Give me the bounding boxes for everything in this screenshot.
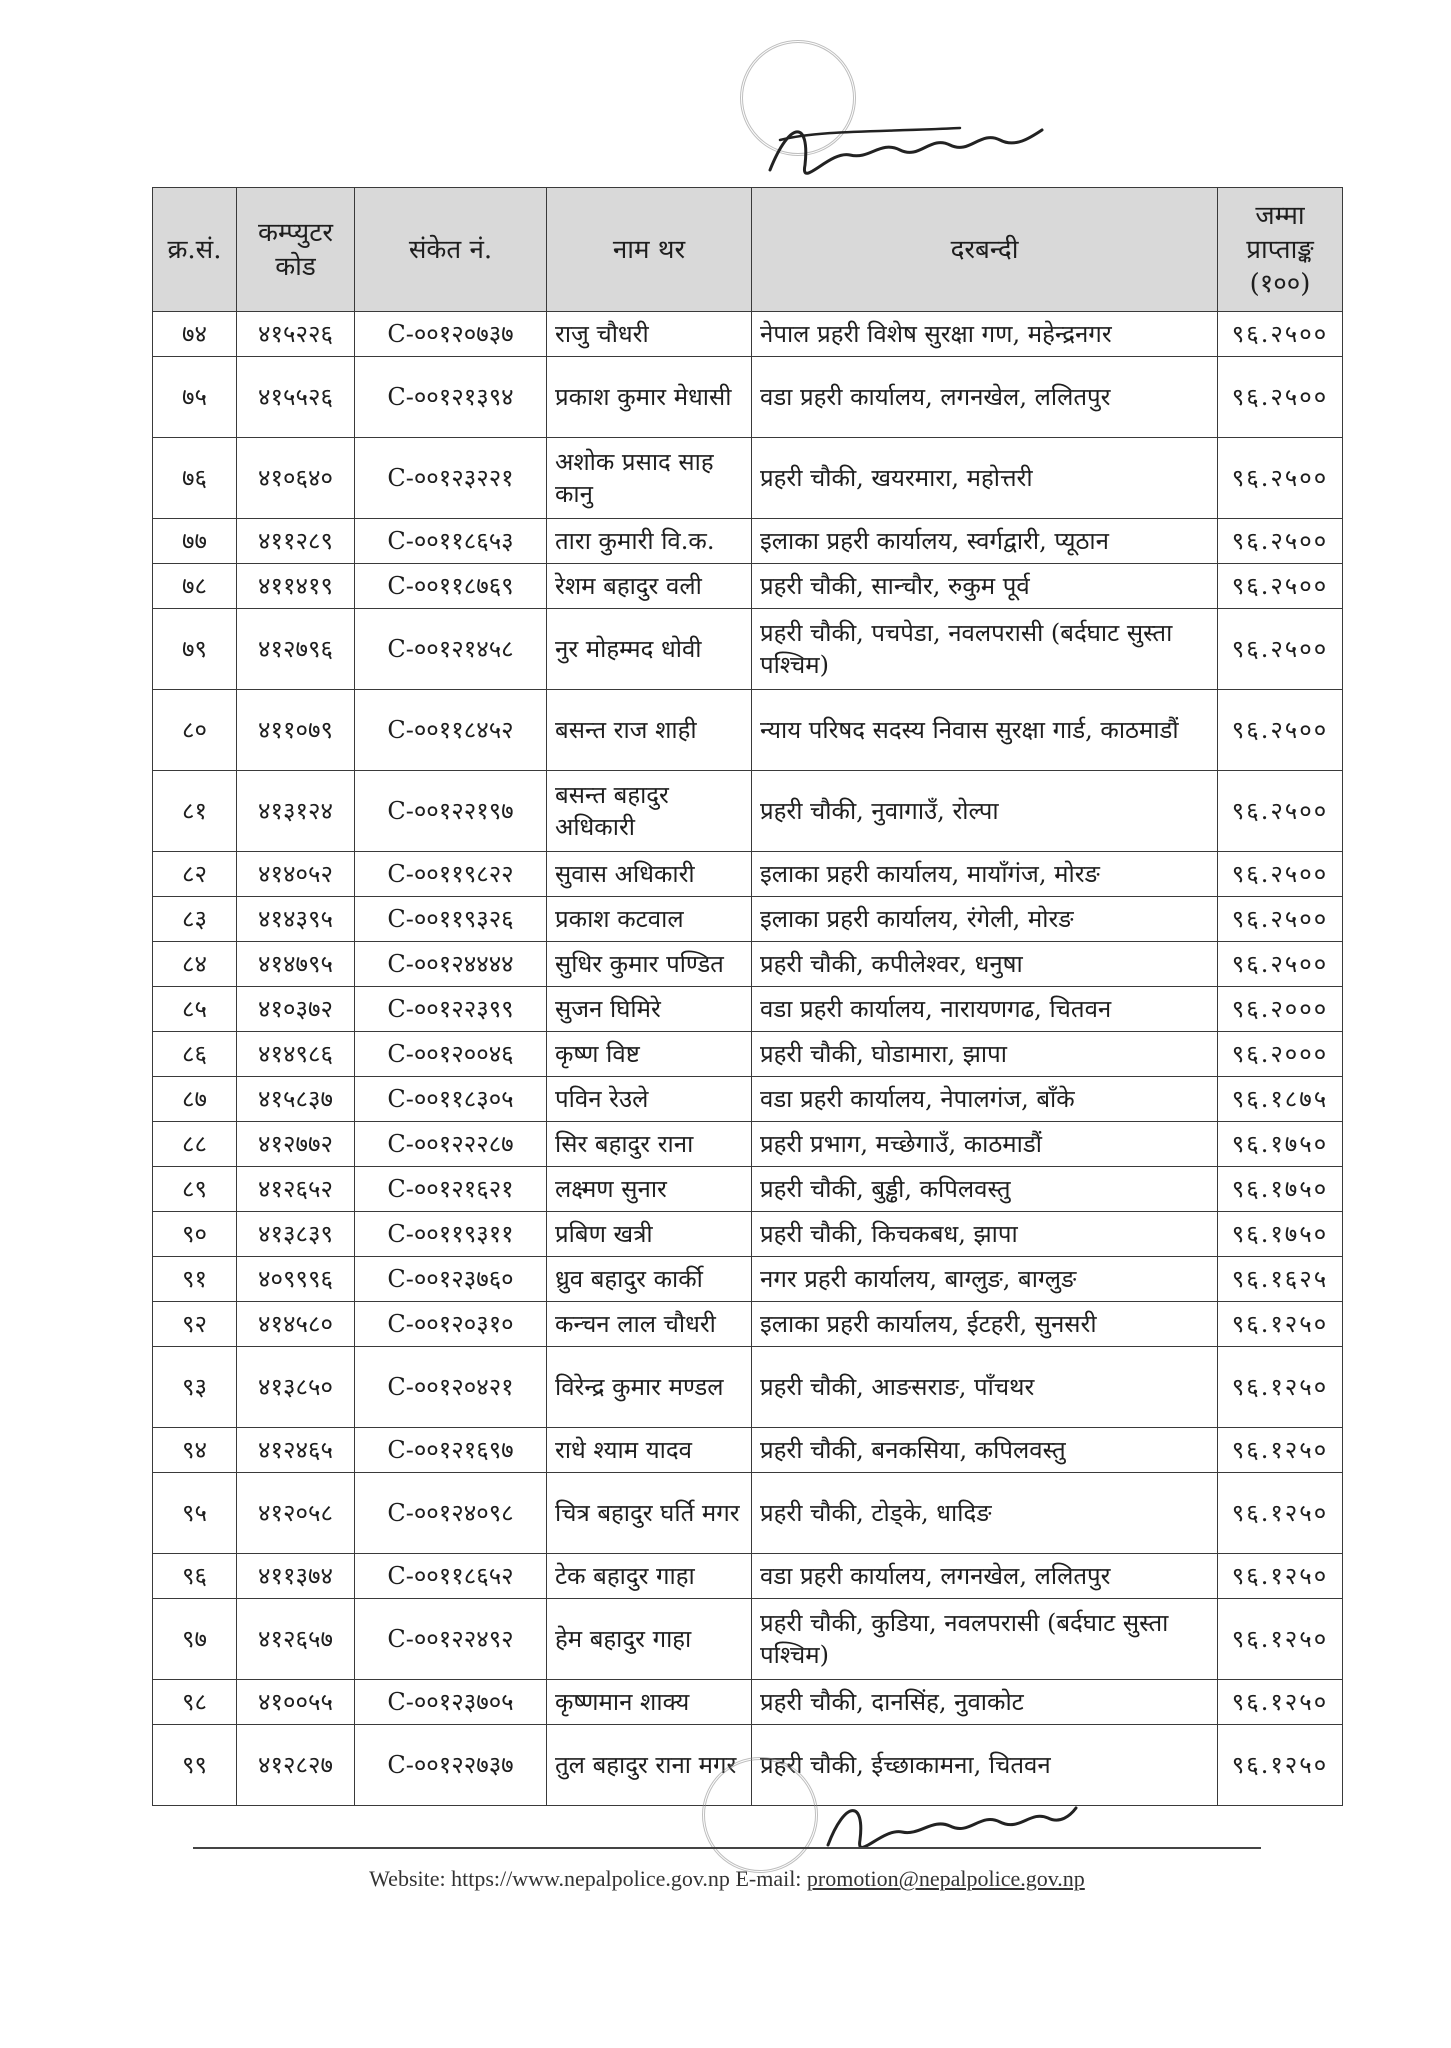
cell-total-score: ९६.१२५० (1218, 1725, 1343, 1806)
cell-symbol-no: C-००१२१४५८ (355, 609, 547, 690)
cell-symbol-no: C-००१२२३९९ (355, 987, 547, 1032)
cell-computer-code: ४१२७९६ (237, 609, 355, 690)
cell-total-score: ९६.१२५० (1218, 1554, 1343, 1599)
cell-total-score: ९६.१२५० (1218, 1347, 1343, 1428)
cell-total-score: ९६.१२५० (1218, 1680, 1343, 1725)
cell-computer-code: ४११४१९ (237, 564, 355, 609)
cell-symbol-no: C-००१२२७३७ (355, 1725, 547, 1806)
cell-computer-code: ४१२६५२ (237, 1167, 355, 1212)
cell-computer-code: ४१५५२६ (237, 357, 355, 438)
cell-sn: ८६ (153, 1032, 237, 1077)
cell-posting: वडा प्रहरी कार्यालय, लगनखेल, ललितपुर (752, 1554, 1218, 1599)
cell-computer-code: ४१२४६५ (237, 1428, 355, 1473)
cell-name: प्रकाश कटवाल (547, 897, 752, 942)
cell-name: कृष्णमान शाक्य (547, 1680, 752, 1725)
cell-name: सुधिर कुमार पण्डित (547, 942, 752, 987)
cell-posting: वडा प्रहरी कार्यालय, नारायणगढ, चितवन (752, 987, 1218, 1032)
cell-symbol-no: C-००११९८२२ (355, 852, 547, 897)
cell-symbol-no: C-००१२१३९४ (355, 357, 547, 438)
office-seal-emblem (702, 1757, 818, 1873)
cell-computer-code: ४१४७९५ (237, 942, 355, 987)
cell-sn: ७९ (153, 609, 237, 690)
cell-symbol-no: C-००१२४४४४ (355, 942, 547, 987)
cell-sn: ७७ (153, 519, 237, 564)
cell-sn: ८० (153, 690, 237, 771)
cell-total-score: ९६.२५०० (1218, 771, 1343, 852)
cell-name: सिर बहादुर राना (547, 1122, 752, 1167)
cell-posting: प्रहरी चौकी, ईच्छाकामना, चितवन (752, 1725, 1218, 1806)
cell-posting: प्रहरी चौकी, नुवागाउँ, रोल्पा (752, 771, 1218, 852)
cell-computer-code: ४१४३९५ (237, 897, 355, 942)
footer-divider (193, 1847, 1261, 1849)
cell-sn: ७६ (153, 438, 237, 519)
table-row (153, 690, 1343, 771)
cell-symbol-no: C-००१२२४९२ (355, 1599, 547, 1680)
cell-symbol-no: C-००११८६५२ (355, 1554, 547, 1599)
cell-posting: इलाका प्रहरी कार्यालय, मायाँगंज, मोरङ (752, 852, 1218, 897)
cell-sn: ८४ (153, 942, 237, 987)
cell-symbol-no: C-००१२३२२१ (355, 438, 547, 519)
cell-computer-code: ४०९९९६ (237, 1257, 355, 1302)
cell-sn: ८९ (153, 1167, 237, 1212)
cell-computer-code: ४१४९८६ (237, 1032, 355, 1077)
table-row (153, 1122, 1343, 1167)
cell-total-score: ९६.२००० (1218, 987, 1343, 1032)
cell-posting: प्रहरी चौकी, खयरमारा, महोत्तरी (752, 438, 1218, 519)
cell-computer-code: ४१४५८० (237, 1302, 355, 1347)
cell-name: बसन्त राज शाही (547, 690, 752, 771)
cell-posting: प्रहरी चौकी, पचपेडा, नवलपरासी (बर्दघाट सुस्ता पश्चिम) (752, 609, 1218, 690)
col-header-total-score: जम्मा प्राप्ताङ्क (१००) (1218, 188, 1343, 312)
cell-symbol-no: C-००१२३७०५ (355, 1680, 547, 1725)
cell-total-score: ९६.१७५० (1218, 1122, 1343, 1167)
cell-computer-code: ४११२८९ (237, 519, 355, 564)
cell-symbol-no: C-००११८६५३ (355, 519, 547, 564)
footer-email-label: E-mail: (735, 1866, 802, 1891)
cell-total-score: ९६.२५०० (1218, 312, 1343, 357)
table-row (153, 357, 1343, 438)
cell-computer-code: ४११०७९ (237, 690, 355, 771)
table-row (153, 1077, 1343, 1122)
cell-symbol-no: C-००१२२१९७ (355, 771, 547, 852)
cell-total-score: ९६.१७५० (1218, 1167, 1343, 1212)
table-row (153, 1347, 1343, 1428)
cell-posting: न्याय परिषद सदस्य निवास सुरक्षा गार्ड, काठमाडौं (752, 690, 1218, 771)
cell-name: ध्रुव बहादुर कार्की (547, 1257, 752, 1302)
cell-sn: ९७ (153, 1599, 237, 1680)
table-row (153, 1554, 1343, 1599)
cell-posting: नगर प्रहरी कार्यालय, बाग्लुङ, बाग्लुङ (752, 1257, 1218, 1302)
cell-total-score: ९६.२५०० (1218, 438, 1343, 519)
table-row (153, 897, 1343, 942)
cell-sn: ९० (153, 1212, 237, 1257)
cell-total-score: ९६.२५०० (1218, 690, 1343, 771)
cell-computer-code: ४१२७७२ (237, 1122, 355, 1167)
cell-total-score: ९६.१६२५ (1218, 1257, 1343, 1302)
table-row (153, 1167, 1343, 1212)
cell-symbol-no: C-००११८४५२ (355, 690, 547, 771)
cell-computer-code: ४१०६४० (237, 438, 355, 519)
cell-sn: ७८ (153, 564, 237, 609)
cell-computer-code: ४१००५५ (237, 1680, 355, 1725)
cell-name: पविन रेउले (547, 1077, 752, 1122)
cell-sn: ७५ (153, 357, 237, 438)
table-row (153, 438, 1343, 519)
cell-symbol-no: C-००१२०७३७ (355, 312, 547, 357)
cell-computer-code: ४१४०५२ (237, 852, 355, 897)
table-row (153, 942, 1343, 987)
cell-symbol-no: C-००१२०४२१ (355, 1347, 547, 1428)
cell-posting: इलाका प्रहरी कार्यालय, रंगेली, मोरङ (752, 897, 1218, 942)
cell-sn: ८७ (153, 1077, 237, 1122)
cell-posting: प्रहरी चौकी, टोड्के, धादिङ (752, 1473, 1218, 1554)
cell-computer-code: ४१३८३९ (237, 1212, 355, 1257)
table-row (153, 312, 1343, 357)
cell-name: रेशम बहादुर वली (547, 564, 752, 609)
cell-total-score: ९६.२५०० (1218, 609, 1343, 690)
table-row (153, 1680, 1343, 1725)
cell-sn: ९५ (153, 1473, 237, 1554)
cell-posting: प्रहरी चौकी, सान्चौर, रुकुम पूर्व (752, 564, 1218, 609)
cell-symbol-no: C-००११८७६९ (355, 564, 547, 609)
cell-name: प्रकाश कुमार मेधासी (547, 357, 752, 438)
cell-symbol-no: C-००१२३७६० (355, 1257, 547, 1302)
cell-name: राधे श्याम यादव (547, 1428, 752, 1473)
cell-computer-code: ४११३७४ (237, 1554, 355, 1599)
cell-posting: प्रहरी चौकी, किचकबध, झापा (752, 1212, 1218, 1257)
cell-computer-code: ४१५२२६ (237, 312, 355, 357)
cell-name: बसन्त बहादुर अधिकारी (547, 771, 752, 852)
cell-name: नुर मोहम्मद धोवी (547, 609, 752, 690)
table-row (153, 1032, 1343, 1077)
cell-posting: वडा प्रहरी कार्यालय, लगनखेल, ललितपुर (752, 357, 1218, 438)
cell-total-score: ९६.१२५० (1218, 1302, 1343, 1347)
cell-name: कृष्ण विष्ट (547, 1032, 752, 1077)
cell-sn: ९८ (153, 1680, 237, 1725)
table-row (153, 1302, 1343, 1347)
table-row (153, 1473, 1343, 1554)
cell-name: सुवास अधिकारी (547, 852, 752, 897)
cell-posting: प्रहरी चौकी, बनकसिया, कपिलवस्तु (752, 1428, 1218, 1473)
cell-sn: ८५ (153, 987, 237, 1032)
cell-total-score: ९६.२५०० (1218, 564, 1343, 609)
cell-posting: प्रहरी चौकी, कुडिया, नवलपरासी (बर्दघाट सुस्ता पश्चिम) (752, 1599, 1218, 1680)
cell-sn: ८८ (153, 1122, 237, 1167)
footer-contact (193, 1866, 1261, 1892)
cell-total-score: ९६.२००० (1218, 1032, 1343, 1077)
table-row (153, 564, 1343, 609)
cell-symbol-no: C-००१२२२८७ (355, 1122, 547, 1167)
footer-email-link[interactable]: promotion@nepalpolice.gov.np (806, 1866, 1085, 1891)
cell-name: प्रबिण खत्री (547, 1212, 752, 1257)
cell-name: लक्ष्मण सुनार (547, 1167, 752, 1212)
cell-name: राजु चौधरी (547, 312, 752, 357)
table-row (153, 771, 1343, 852)
cell-total-score: ९६.२५०० (1218, 357, 1343, 438)
cell-name: तारा कुमारी वि.क. (547, 519, 752, 564)
cell-symbol-no: C-००१२४०९८ (355, 1473, 547, 1554)
cell-computer-code: ४१२८२७ (237, 1725, 355, 1806)
cell-symbol-no: C-००११८३०५ (355, 1077, 547, 1122)
cell-computer-code: ४१२६५७ (237, 1599, 355, 1680)
cell-computer-code: ४१३१२४ (237, 771, 355, 852)
table-row (153, 1257, 1343, 1302)
cell-sn: ९१ (153, 1257, 237, 1302)
cell-posting: इलाका प्रहरी कार्यालय, स्वर्गद्वारी, प्यूठान (752, 519, 1218, 564)
cell-posting: प्रहरी चौकी, बुड्ढी, कपिलवस्तु (752, 1167, 1218, 1212)
cell-name: हेम बहादुर गाहा (547, 1599, 752, 1680)
footer-website[interactable]: Website: https://www.nepalpolice.gov.np (369, 1866, 730, 1891)
table-row (153, 519, 1343, 564)
col-header-computer-code: कम्प्युटर कोड (237, 188, 355, 312)
cell-sn: ९२ (153, 1302, 237, 1347)
col-header-posting: दरबन्दी (752, 188, 1218, 312)
cell-posting: इलाका प्रहरी कार्यालय, ईटहरी, सुनसरी (752, 1302, 1218, 1347)
cell-sn: ७४ (153, 312, 237, 357)
cell-computer-code: ४१२०५८ (237, 1473, 355, 1554)
cell-sn: ८३ (153, 897, 237, 942)
cell-sn: ९९ (153, 1725, 237, 1806)
cell-sn: ८१ (153, 771, 237, 852)
cell-posting: वडा प्रहरी कार्यालय, नेपालगंज, बाँके (752, 1077, 1218, 1122)
cell-posting: प्रहरी चौकी, दानसिंह, नुवाकोट (752, 1680, 1218, 1725)
cell-total-score: ९६.२५०० (1218, 852, 1343, 897)
cell-total-score: ९६.१२५० (1218, 1473, 1343, 1554)
cell-symbol-no: C-००११९३११ (355, 1212, 547, 1257)
cell-computer-code: ४१५८३७ (237, 1077, 355, 1122)
table-row (153, 852, 1343, 897)
promotion-list-table (152, 187, 1343, 1806)
cell-sn: ८२ (153, 852, 237, 897)
cell-symbol-no: C-००१२१६२१ (355, 1167, 547, 1212)
cell-posting: प्रहरी प्रभाग, मच्छेगाउँ, काठमाडौं (752, 1122, 1218, 1167)
cell-posting: प्रहरी चौकी, कपीलेश्वर, धनुषा (752, 942, 1218, 987)
cell-sn: ९६ (153, 1554, 237, 1599)
table-row (153, 1428, 1343, 1473)
cell-posting: प्रहरी चौकी, घोडामारा, झापा (752, 1032, 1218, 1077)
cell-total-score: ९६.१८७५ (1218, 1077, 1343, 1122)
cell-total-score: ९६.१२५० (1218, 1599, 1343, 1680)
signature-bottom (820, 1790, 1080, 1870)
cell-total-score: ९६.२५०० (1218, 519, 1343, 564)
cell-sn: ९३ (153, 1347, 237, 1428)
cell-name: सुजन घिमिरे (547, 987, 752, 1032)
cell-name: विरेन्द्र कुमार मण्डल (547, 1347, 752, 1428)
cell-symbol-no: C-००११९३२६ (355, 897, 547, 942)
table-header-row (153, 188, 1343, 312)
cell-symbol-no: C-००१२१६९७ (355, 1428, 547, 1473)
col-header-sn: क्र.सं. (153, 188, 237, 312)
cell-name: कन्चन लाल चौधरी (547, 1302, 752, 1347)
cell-symbol-no: C-००१२००४६ (355, 1032, 547, 1077)
cell-total-score: ९६.१२५० (1218, 1428, 1343, 1473)
cell-name: तुल बहादुर राना मगर (547, 1725, 752, 1806)
cell-sn: ९४ (153, 1428, 237, 1473)
col-header-symbol-no: संकेत नं. (355, 188, 547, 312)
cell-name: टेक बहादुर गाहा (547, 1554, 752, 1599)
cell-name: अशोक प्रसाद साह कानु (547, 438, 752, 519)
cell-total-score: ९६.२५०० (1218, 897, 1343, 942)
cell-symbol-no: C-००१२०३१० (355, 1302, 547, 1347)
table-row (153, 1599, 1343, 1680)
table-row (153, 609, 1343, 690)
cell-posting: नेपाल प्रहरी विशेष सुरक्षा गण, महेन्द्रनगर (752, 312, 1218, 357)
cell-computer-code: ४१०३७२ (237, 987, 355, 1032)
cell-name: चित्र बहादुर घर्ति मगर (547, 1473, 752, 1554)
col-header-name: नाम थर (547, 188, 752, 312)
table-row (153, 1212, 1343, 1257)
cell-total-score: ९६.१७५० (1218, 1212, 1343, 1257)
cell-total-score: ९६.२५०० (1218, 942, 1343, 987)
cell-computer-code: ४१३८५० (237, 1347, 355, 1428)
cell-posting: प्रहरी चौकी, आङसराङ, पाँचथर (752, 1347, 1218, 1428)
table-row (153, 987, 1343, 1032)
